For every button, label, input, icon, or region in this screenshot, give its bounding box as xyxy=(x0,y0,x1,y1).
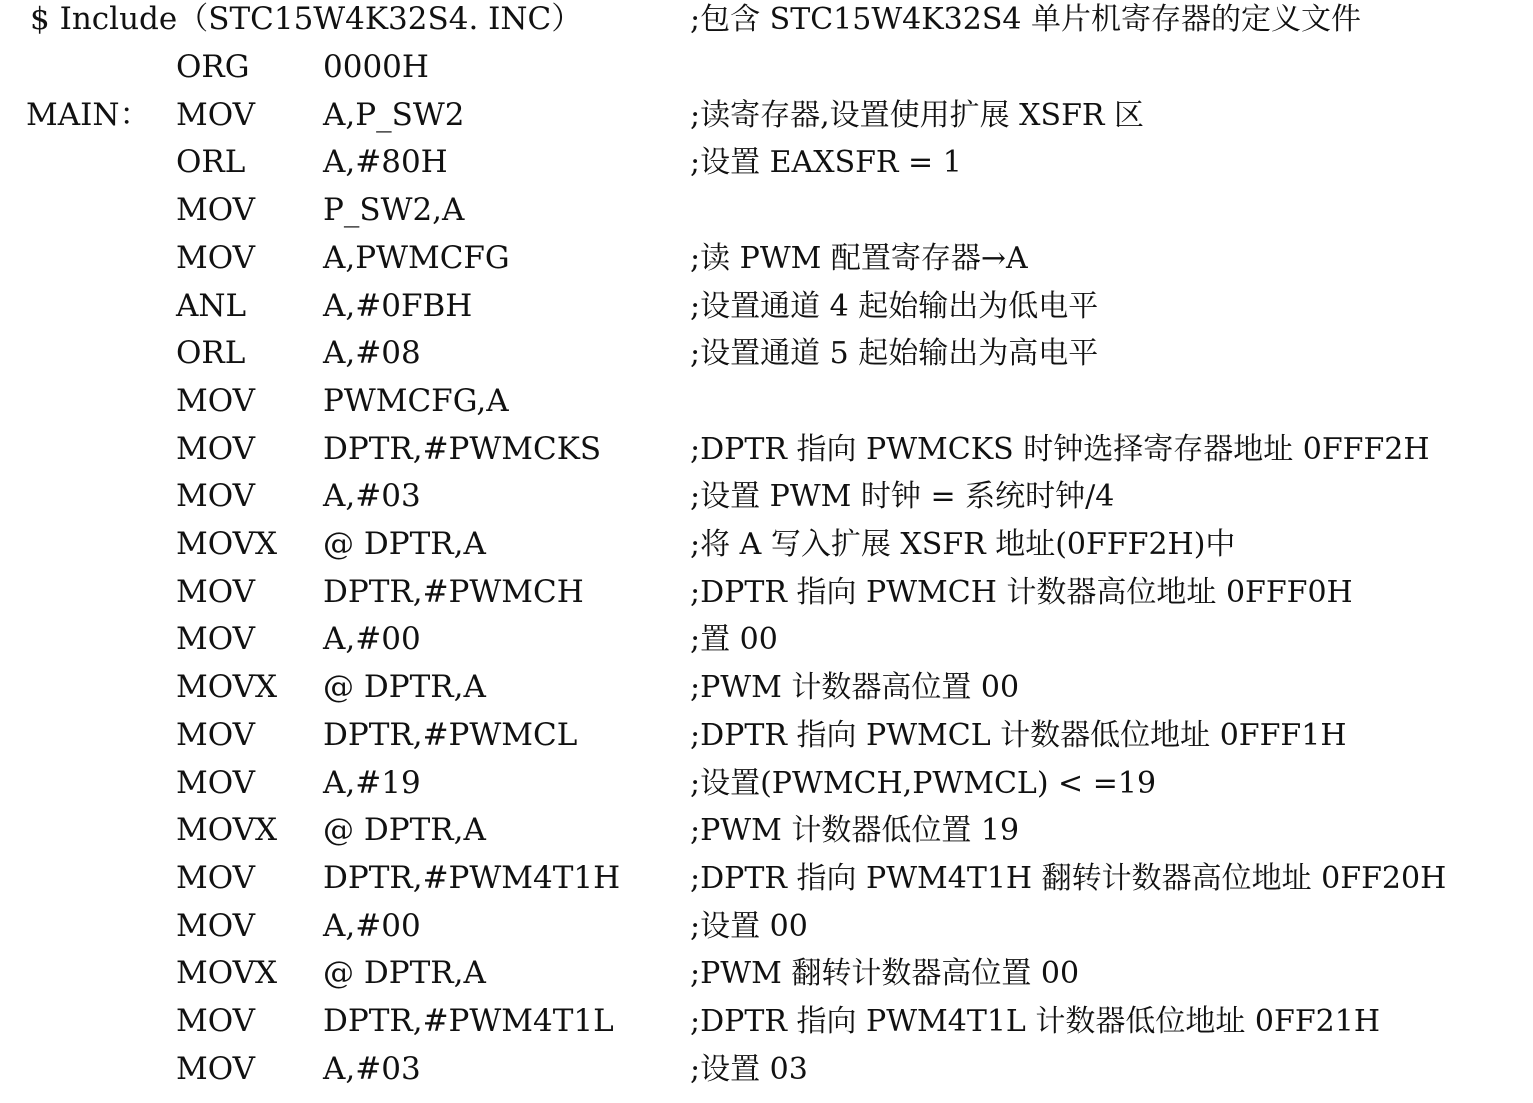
line-comment: ;DPTR 指向 PWMCKS 时钟选择寄存器地址 0FFF2H xyxy=(690,431,1430,467)
line-opcode: MOV xyxy=(176,907,255,944)
line-comment: ;设置 03 xyxy=(690,1051,808,1087)
line-operands: @ DPTR,A xyxy=(323,812,486,849)
code-line xyxy=(0,283,1533,331)
code-line xyxy=(0,139,1533,187)
line-opcode: ORL xyxy=(176,335,246,372)
code-line xyxy=(0,950,1533,998)
code-line xyxy=(0,569,1533,617)
code-line xyxy=(0,903,1533,951)
line-opcode: ORL xyxy=(176,144,246,181)
line-operands: A,#00 xyxy=(323,621,421,658)
include-comment: ;包含 STC15W4K32S4 单片机寄存器的定义文件 xyxy=(690,2,1362,37)
line-comment: ;设置 PWM 时钟 = 系统时钟/4 xyxy=(690,479,1115,515)
line-comment: ;设置 00 xyxy=(690,908,808,944)
code-line xyxy=(0,616,1533,664)
code-line xyxy=(0,330,1533,378)
line-operands: A,#0FBH xyxy=(323,287,473,324)
line-comment: ;DPTR 指向 PWM4T1H 翻转计数器高位地址 0FF20H xyxy=(690,860,1447,896)
line-opcode: MOV xyxy=(176,382,255,419)
line-comment: ;读寄存器,设置使用扩展 XSFR 区 xyxy=(690,97,1145,133)
line-comment: ;设置通道 5 起始输出为高电平 xyxy=(690,336,1099,372)
code-line xyxy=(0,426,1533,474)
line-comment: ;设置通道 4 起始输出为低电平 xyxy=(690,288,1099,324)
line-opcode: MOVX xyxy=(176,526,278,562)
code-line xyxy=(0,187,1533,235)
line-operands: A,#08 xyxy=(323,335,421,372)
include-directive: $ Include（STC15W4K32S4. INC） xyxy=(30,1,583,37)
code-line xyxy=(0,235,1533,283)
line-opcode: ANL xyxy=(176,287,247,324)
line-operands: @ DPTR,A xyxy=(323,669,486,706)
line-label: MAIN： xyxy=(26,96,151,133)
line-operands: A,PWMCFG xyxy=(323,239,510,276)
line-operands: PWMCFG,A xyxy=(323,382,509,419)
line-comment: ;设置(PWMCH,PWMCL) < =19 xyxy=(690,765,1157,801)
line-operands: DPTR,#PWMCH xyxy=(323,573,584,610)
line-operands: DPTR,#PWM4T1H xyxy=(323,859,621,896)
line-opcode: MOV xyxy=(176,1003,255,1039)
line-opcode: MOV xyxy=(176,859,255,896)
header-line xyxy=(0,0,1533,44)
line-comment: ;DPTR 指向 PWMCL 计数器低位地址 0FFF1H xyxy=(690,717,1347,753)
line-comment: ;DPTR 指向 PWMCH 计数器高位地址 0FFF0H xyxy=(690,574,1353,610)
line-opcode: MOV xyxy=(176,1050,255,1087)
line-opcode: MOV xyxy=(176,764,255,801)
code-line xyxy=(0,712,1533,760)
line-comment: ;置 00 xyxy=(690,622,778,658)
code-line xyxy=(0,807,1533,855)
line-operands: A,#03 xyxy=(323,478,421,515)
line-opcode: MOV xyxy=(176,716,255,753)
line-comment: ;PWM 计数器低位置 19 xyxy=(690,813,1020,849)
code-line xyxy=(0,44,1533,92)
line-operands: DPTR,#PWMCL xyxy=(323,716,578,753)
code-line xyxy=(0,1046,1533,1094)
line-operands: DPTR,#PWM4T1L xyxy=(323,1003,614,1039)
line-comment: ;PWM 计数器高位置 00 xyxy=(690,670,1020,706)
line-operands: 0000H xyxy=(323,49,429,85)
line-opcode: MOV xyxy=(176,573,255,610)
line-comment: ;将 A 写入扩展 XSFR 地址(0FFF2H)中 xyxy=(690,527,1236,562)
line-opcode: MOVX xyxy=(176,669,278,706)
line-comment: ;设置 EAXSFR = 1 xyxy=(690,145,962,181)
line-comment: ;读 PWM 配置寄存器→A xyxy=(690,240,1028,276)
line-operands: A,#00 xyxy=(323,907,421,944)
line-opcode: MOV xyxy=(176,192,255,229)
line-operands: A,#03 xyxy=(323,1050,421,1087)
line-operands: P_SW2,A xyxy=(323,192,465,229)
code-line xyxy=(0,760,1533,808)
line-opcode: MOV xyxy=(176,239,255,276)
line-opcode: MOV xyxy=(176,96,255,133)
code-line xyxy=(0,855,1533,903)
line-opcode: MOV xyxy=(176,430,255,467)
code-line xyxy=(0,378,1533,426)
code-line xyxy=(0,473,1533,521)
line-operands: @ DPTR,A xyxy=(323,955,486,992)
line-opcode: MOV xyxy=(176,621,255,658)
code-line xyxy=(0,664,1533,712)
line-comment: ;DPTR 指向 PWM4T1L 计数器低位地址 0FF21H xyxy=(690,1004,1380,1039)
line-operands: A,#80H xyxy=(323,144,448,181)
line-operands: @ DPTR,A xyxy=(323,526,486,562)
line-opcode: MOV xyxy=(176,478,255,515)
line-operands: A,P_SW2 xyxy=(323,96,465,133)
line-opcode: MOVX xyxy=(176,812,278,849)
line-operands: A,#19 xyxy=(323,764,421,801)
code-line xyxy=(0,521,1533,569)
line-opcode: MOVX xyxy=(176,955,278,992)
line-operands: DPTR,#PWMCKS xyxy=(323,430,602,467)
line-comment: ;PWM 翻转计数器高位置 00 xyxy=(690,956,1080,992)
code-line xyxy=(0,92,1533,140)
line-opcode: ORG xyxy=(176,49,250,85)
code-line xyxy=(0,998,1533,1046)
